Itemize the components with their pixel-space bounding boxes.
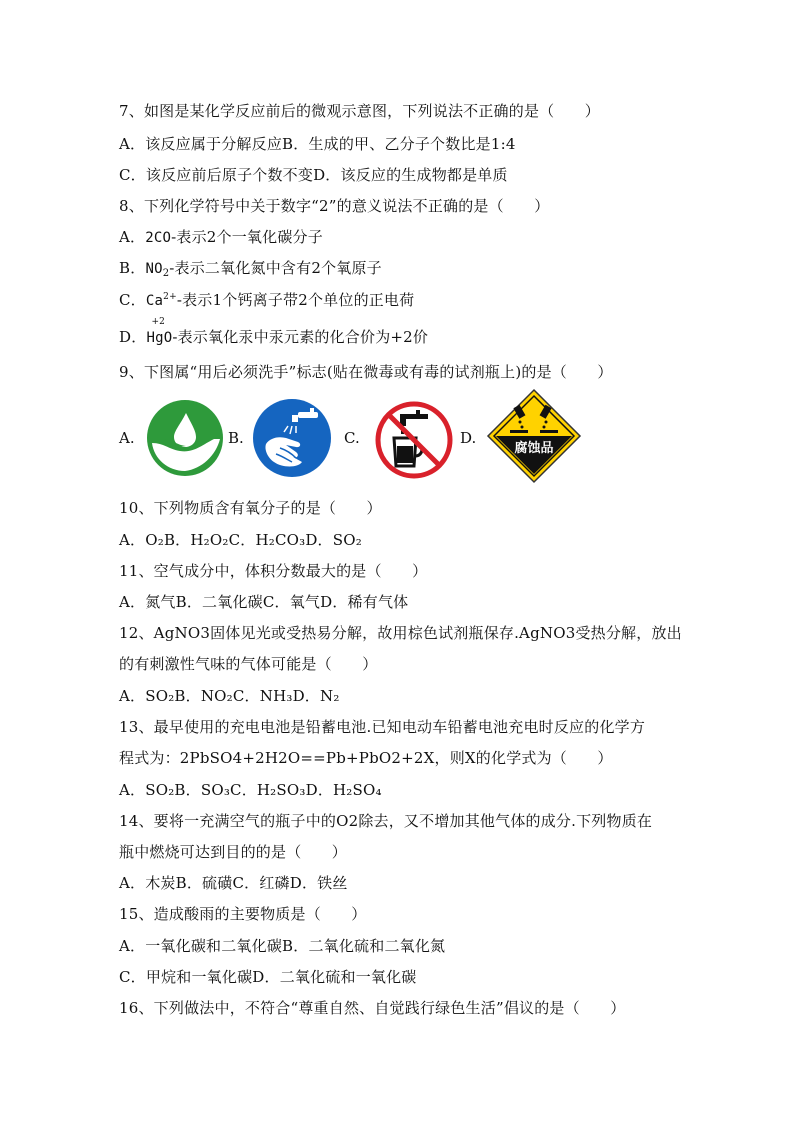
corrosive-sign-label: 腐蚀品	[514, 441, 554, 456]
q8-stem: 8、下列化学符号中关于数字“2”的意义说法不正确的是（ ）	[119, 197, 550, 215]
q7-stem: 7、如图是某化学反应前后的微观示意图，下列说法不正确的是（ ）	[119, 102, 600, 120]
q15-options-cd: C．甲烷和一氧化碳D．二氧化硫和一氧化碳	[119, 968, 417, 986]
q16-stem: 16、下列做法中，不符合“尊重自然、自觉践行绿色生活”倡议的是（ ）	[119, 999, 626, 1017]
q10-options: A．O₂B．H₂O₂C．H₂CO₃D．SO₂	[119, 531, 362, 549]
q11-stem: 11、空气成分中，体积分数最大的是（ ）	[119, 562, 428, 580]
q9-label-c: C.	[344, 429, 360, 447]
no-drinking-water-icon	[374, 400, 454, 480]
q9-label-d: D.	[460, 429, 477, 447]
q14-stem-line1: 14、要将一充满空气的瓶子中的O2除去，又不增加其他气体的成分.下列物质在	[119, 812, 653, 830]
q13-stem-line2: 程式为：2PbSO4+2H2O==Pb+PbO2+2X，则X的化学式为（ ）	[119, 749, 613, 767]
corrosive-sign-icon	[486, 388, 582, 484]
q7-options-ab: A．该反应属于分解反应B．生成的甲、乙分子个数比是1:4	[119, 135, 516, 153]
q8-option-c: C．$Ca^{2+}-$表示1个钙离子带2个单位的正电荷	[119, 291, 415, 309]
q9-label-b: B.	[228, 429, 244, 447]
q9-label-a: A.	[119, 429, 135, 447]
q13-stem-line1: 13、最早使用的充电电池是铅蓄电池.已知电动车铅蓄电池充电时反应的化学方	[119, 718, 646, 736]
q12-options: A．SO₂B．NO₂C．NH₃D．N₂	[119, 687, 340, 705]
water-drop-icon	[146, 399, 224, 477]
hand-wash-icon	[252, 398, 332, 478]
q8-option-a: A．2CO-表示2个一氧化碳分子	[119, 228, 323, 246]
q11-options: A．氮气B．二氧化碳C．氧气D．稀有气体	[119, 593, 409, 611]
q15-options-ab: A．一氧化碳和二氧化碳B．二氧化硫和二氧化氮	[119, 937, 446, 955]
q8-option-d: D． +2 HgO-表示氧化汞中汞元素的化合价为+2价	[119, 317, 429, 346]
q8-option-b: B．$NO_2-$表示二氧化氮中含有2个氧原子	[119, 259, 382, 279]
q9-stem: 9、下图属“用后必须洗手”标志(贴在微毒或有毒的试剂瓶上)的是（ ）	[119, 363, 613, 381]
q13-options: A．SO₂B．SO₃C．H₂SO₃D．H₂SO₄	[119, 781, 382, 799]
q7-options-cd: C．该反应前后原子个数不变D．该反应的生成物都是单质	[119, 166, 508, 184]
q10-stem: 10、下列物质含有氧分子的是（ ）	[119, 499, 382, 517]
q12-stem-line1: 12、AgNO3固体见光或受热易分解，故用棕色试剂瓶保存.AgNO3受热分解，放出	[119, 624, 682, 642]
q14-stem-line2: 瓶中燃烧可达到目的的是（ ）	[119, 843, 348, 861]
q14-options: A．木炭B．硫磺C．红磷D．铁丝	[119, 874, 348, 892]
q12-stem-line2: 的有刺激性气味的气体可能是（ ）	[119, 655, 378, 673]
q15-stem: 15、造成酸雨的主要物质是（ ）	[119, 905, 367, 923]
